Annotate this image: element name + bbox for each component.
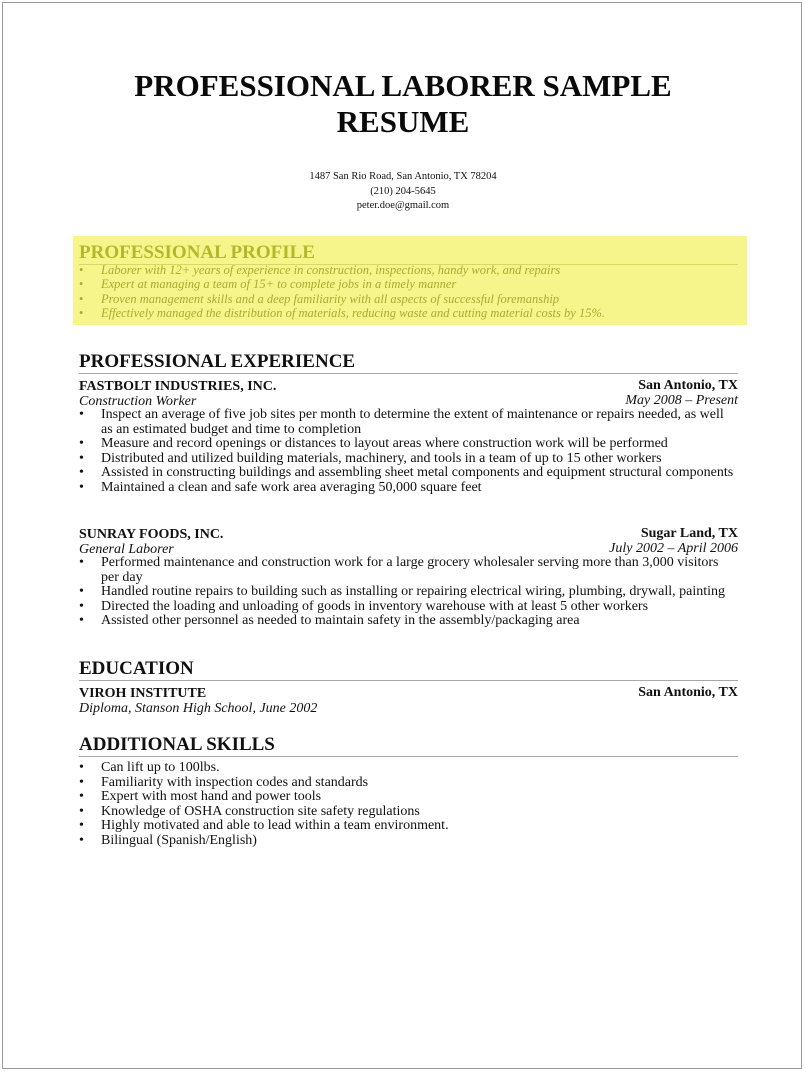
profile-heading: PROFESSIONAL PROFILE (79, 242, 315, 263)
company-name: FASTBOLT INDUSTRIES, INC. (79, 379, 277, 394)
list-item: • Maintained a clean and safe work area averaging 50,000 square feet (79, 481, 738, 496)
job-dates: May 2008 – Present (625, 393, 738, 408)
address: 1487 San Rio Road, San Antonio, TX 78204 (309, 171, 497, 182)
job-bullets (79, 556, 738, 629)
experience-heading: PROFESSIONAL EXPERIENCE (79, 351, 738, 374)
skills-list (79, 761, 738, 848)
list-item: • Measure and record openings or distances to layout areas where construction work will be performed (79, 437, 738, 452)
list-item: • Inspect an average of five job sites per month to determine the extent of maintenance or repairs needed, as well as an estimated budget and time to completion (79, 408, 738, 437)
job-bullets (79, 408, 738, 495)
list-item: • Assisted in constructing buildings and assembling sheet metal components and equipment structural components (79, 466, 738, 481)
job-sunray (79, 526, 738, 629)
list-item: • Directed the loading and unloading of goods in inventory warehouse with at least 5 other workers (79, 600, 738, 615)
job-dates: July 2002 – April 2006 (609, 541, 738, 556)
skills-heading: ADDITIONAL SKILLS (79, 734, 738, 757)
list-item: • Bilingual (Spanish/English) (79, 834, 738, 849)
title-line-1: PROFESSIONAL LABORER SAMPLE (134, 68, 672, 103)
email: peter.doe@gmail.com (356, 200, 450, 211)
profile-item: • Expert at managing a team of 15+ to complete jobs in a timely manner (79, 277, 605, 291)
list-item: • Expert with most hand and power tools (79, 790, 738, 805)
list-item: • Handled routine repairs to building such as installing or repairing electrical wiring, plumbing, drywall, painting (79, 585, 738, 600)
profile-item: • Laborer with 12+ years of experience in construction, inspections, handy work, and repairs (79, 263, 605, 277)
skills-section (79, 761, 738, 848)
job-role: General Laborer (79, 542, 174, 557)
resume-title (0, 68, 806, 140)
phone: (210) 204-5645 (370, 185, 436, 197)
list-item: • Distributed and utilized building materials, machinery, and tools in a team of up to 15 other workers (79, 452, 738, 467)
education-detail: Diploma, Stanson High School, June 2002 (79, 701, 318, 716)
profile-item: • Proven management skills and a deep familiarity with all aspects of successful foremanship (79, 292, 605, 306)
profile-item: • Effectively managed the distribution of materials, reducing waste and cutting material costs by 15%. (79, 306, 605, 320)
job-role: Construction Worker (79, 394, 197, 409)
job-location: San Antonio, TX (638, 378, 738, 393)
list-item: • Knowledge of OSHA construction site safety regulations (79, 805, 738, 820)
school-name: VIROH INSTITUTE (79, 686, 207, 701)
list-item: • Familiarity with inspection codes and standards (79, 776, 738, 791)
school-location: San Antonio, TX (638, 685, 738, 700)
job-location: Sugar Land, TX (640, 526, 738, 541)
contact-block (0, 170, 806, 214)
company-name: SUNRAY FOODS, INC. (79, 527, 224, 542)
list-item: • Performed maintenance and construction work for a large grocery wholesaler serving more than 3,000 visitors per day (79, 556, 738, 585)
job-fastbolt (79, 378, 738, 495)
list-item: • Assisted other personnel as needed to maintain safety in the assembly/packaging area (79, 614, 738, 629)
title-line-2: RESUME (336, 104, 470, 139)
profile-list (79, 263, 605, 321)
list-item: • Highly motivated and able to lead within a team environment. (79, 819, 738, 834)
education-entry (79, 685, 738, 715)
list-item: • Can lift up to 100lbs. (79, 761, 738, 776)
professional-profile (73, 236, 747, 325)
education-heading: EDUCATION (79, 658, 738, 681)
